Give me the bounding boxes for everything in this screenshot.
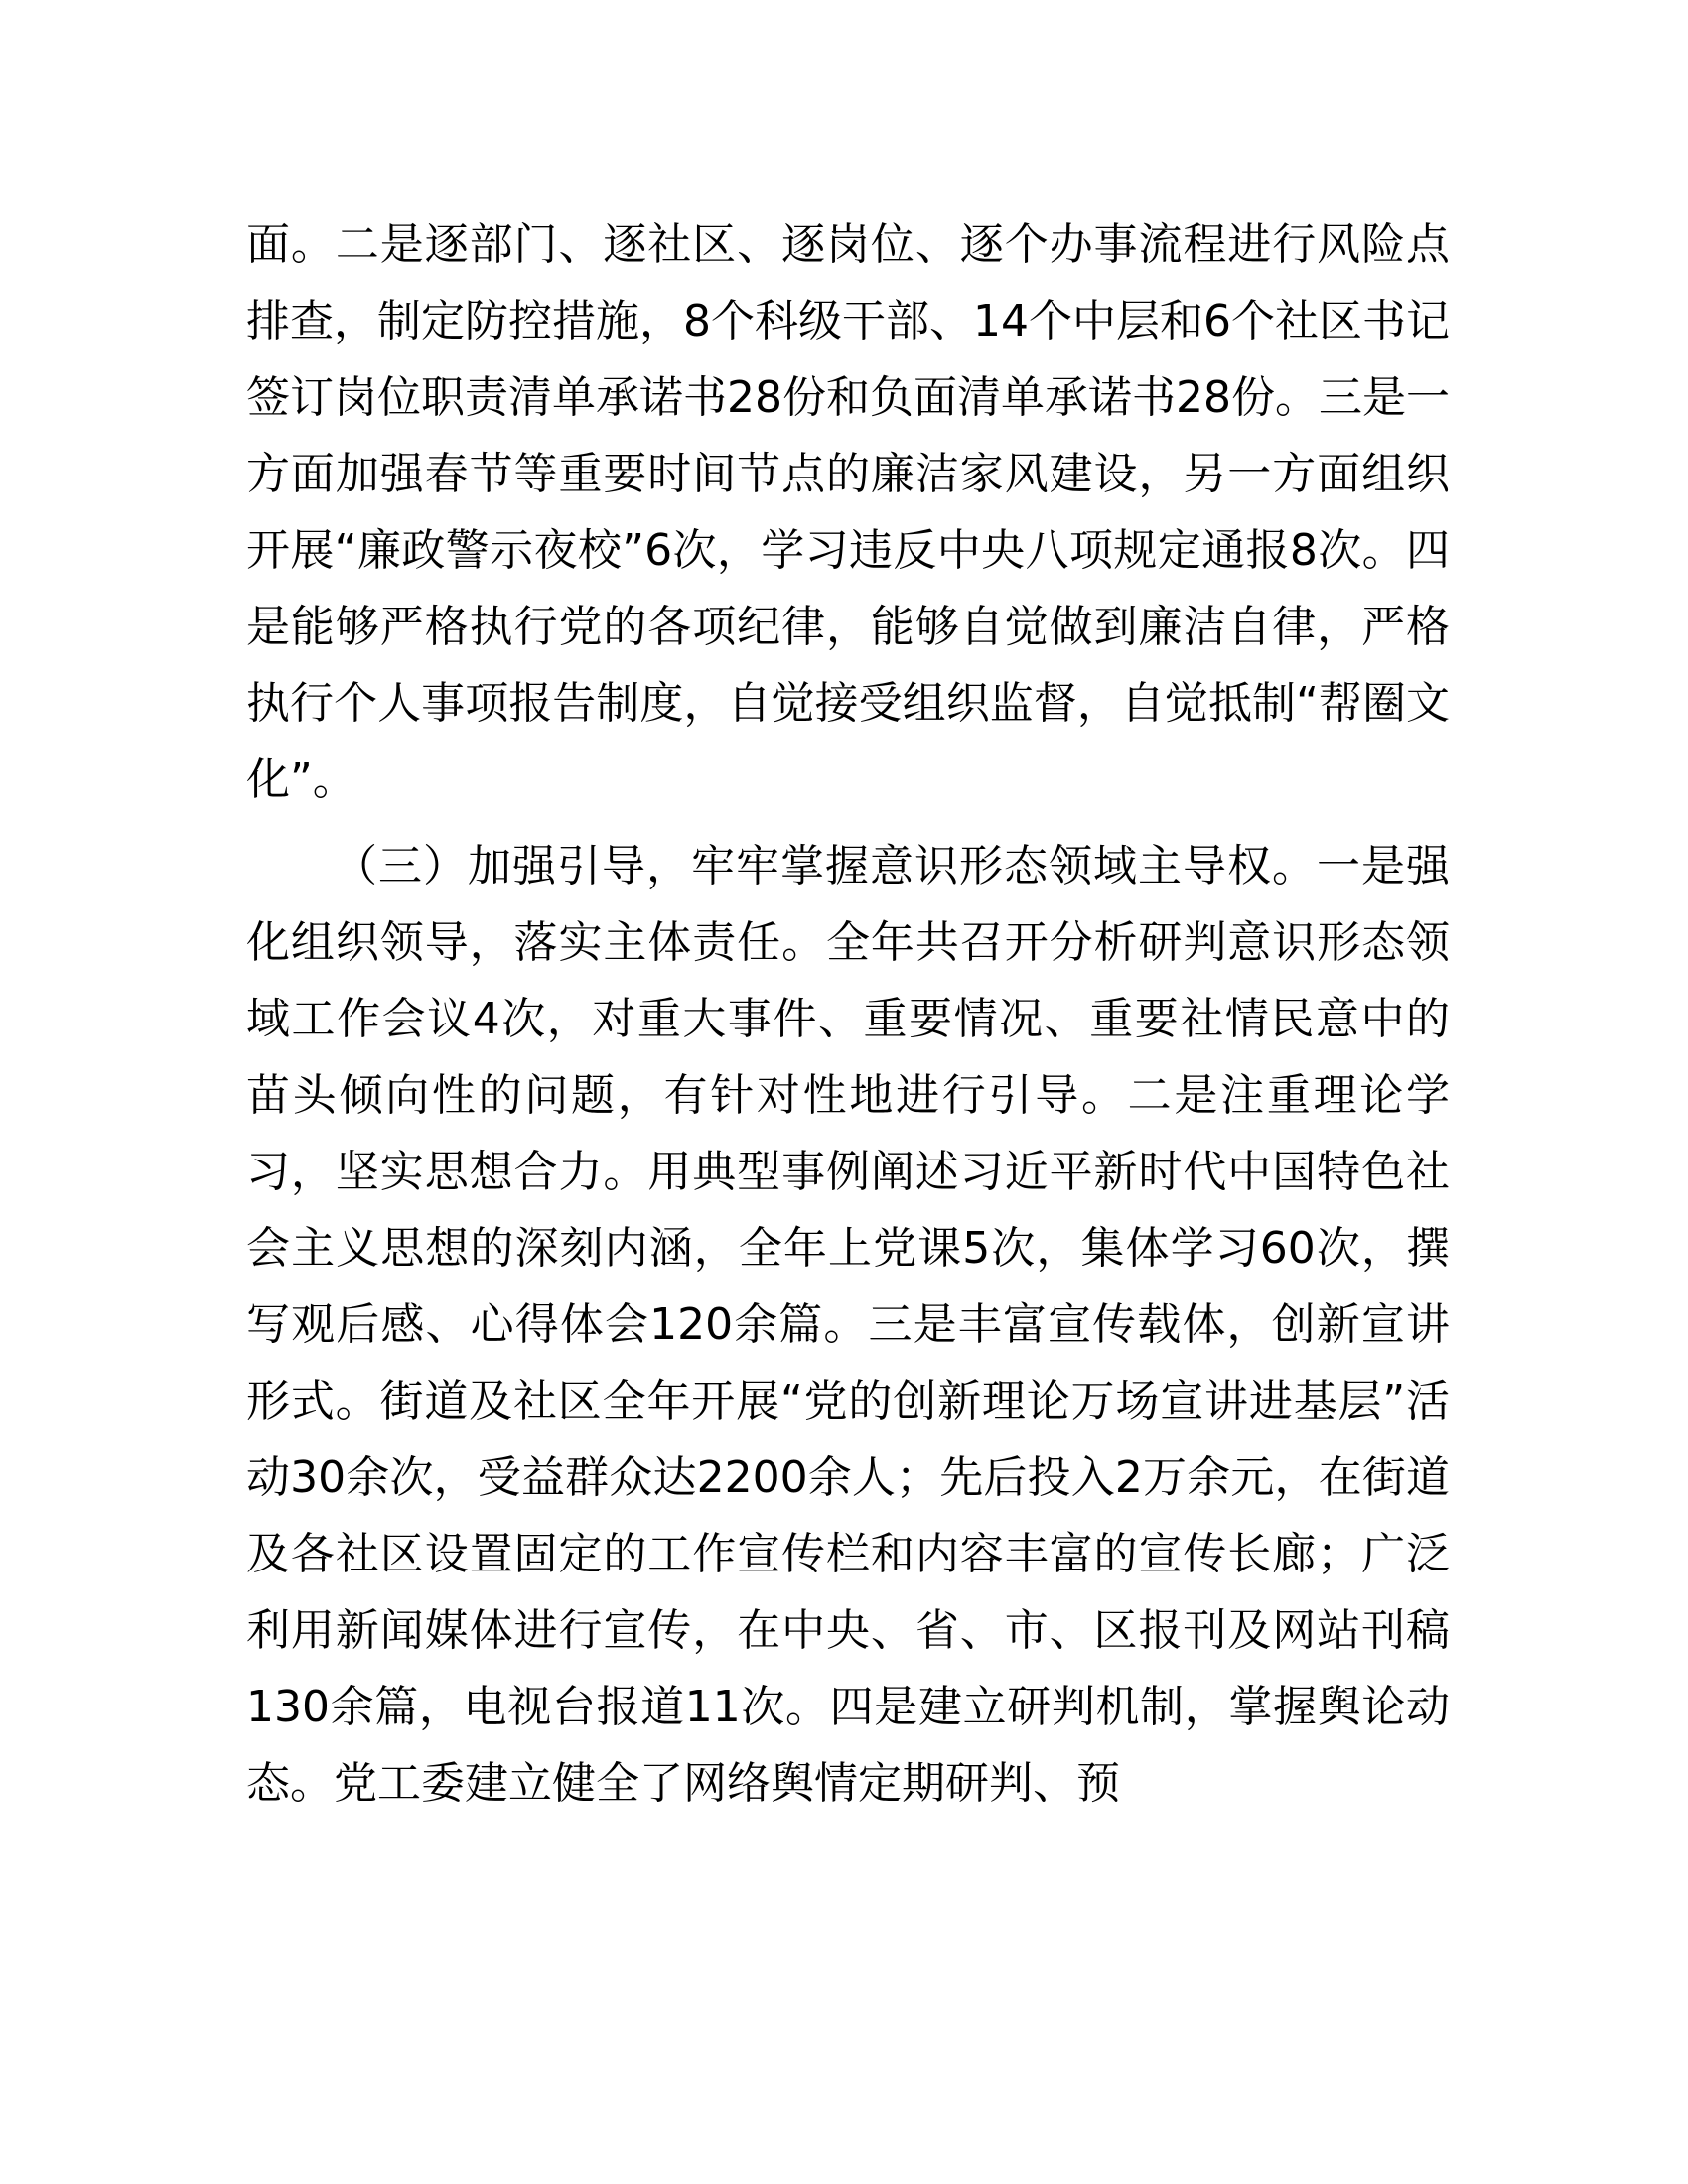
document-body (246, 206, 1450, 1832)
paragraph-ideology-guidance: （三）加强引导，牢牢掌握意识形态领域主导权。一是强化组织领导，落实主体责任。全年共召开分析研判意识形态领域工作会议4次，对重大事件、重要情况、重要社情民意中的苗头倾向性的问题，有针对性地进行引导。二是注重理论学习，坚实思想合力。用典型事例阐述习近平新时代中国特色社会主义思想的深刻内涵，全年上党课5次，集体学习60次，撰写观后感、心得体会120余篇。三是丰富宣传载体，创新宣讲形式。街道及社区全年开展“党的创新理论万场宣讲进基层”活动30余次，受益群众达2200余人；先后投入2万余元，在街道及各社区设置固定的工作宣传栏和内容丰富的宣传长廊；广泛利用新闻媒体进行宣传，在中央、省、市、区报刊及网站刊稿130余篇，电视台报道11次。四是建立研判机制，掌握舆论动态。党工委建立健全了网络舆情定期研判、预 (246, 841, 1450, 1809)
paragraph-discipline-continuation: 面。二是逐部门、逐社区、逐岗位、逐个办事流程进行风险点排查，制定防控措施，8个科级干部、14个中层和6个社区书记签订岗位职责清单承诺书28份和负面清单承诺书28份。三是一方面加强春节等重要时间节点的廉洁家风建设，另一方面组织开展“廉政警示夜校”6次，学习违反中央八项规定通报8次。四是能够严格执行党的各项纪律，能够自觉做到廉洁自律，严格执行个人事项报告制度，自觉接受组织监督，自觉抵制“帮圈文化”。 (246, 219, 1450, 805)
